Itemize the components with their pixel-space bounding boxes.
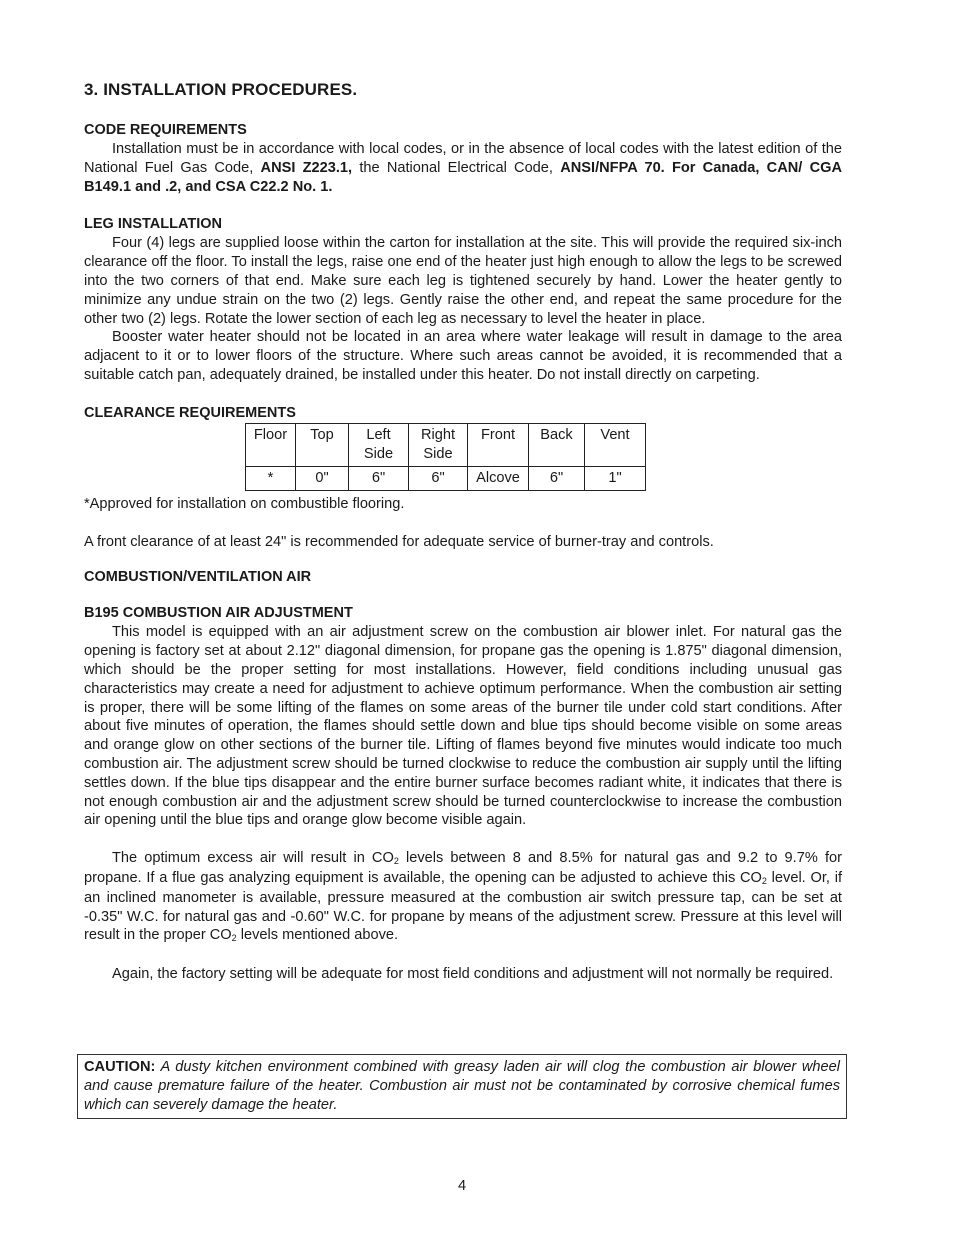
code-bold-1: ANSI Z223.1, [260, 159, 353, 176]
clearance-requirements-heading: CLEARANCE REQUIREMENTS [84, 404, 296, 421]
code-requirements-heading: CODE REQUIREMENTS [84, 122, 247, 138]
co2-subscript: 2 [231, 933, 237, 944]
caution-box [77, 1054, 847, 1119]
clearance-col-floor: Floor [246, 423, 296, 466]
b195-paragraph-3: Again, the factory setting will be adequate for most field conditions and adjustment will not normally be required. [112, 966, 834, 983]
clearance-value-vent: 1" [585, 466, 646, 490]
clearance-value-floor: * [246, 466, 296, 490]
caution-body: A dusty kitchen environment combined with greasy laden air will clog the combustion air blower wheel and cause premature failure of the heater. Combustion air must not be contaminated by corrosive chemical fumes which can severely damage the heater. [84, 1059, 840, 1113]
combustion-ventilation-heading: COMBUSTION/VENTILATION AIR [84, 569, 312, 586]
leg-installation-paragraph-1: Four (4) legs are supplied loose within the carton for installation at the site. This will provide the required six-inch clearance off the floor. To install the legs, raise one end of the heater just high enough to allow the legs to be screwed into the two corners of that end. Make sure each leg is tightened securely by hand. Lower the heater gently to minimize any undue strain on the two (2) legs. Gently raise the other end, and repeat the same procedure for the other two (2) legs. Rotate the lower section of each leg as necessary to level the heater in place. [84, 235, 842, 327]
code-bold-2: ANSI/NFPA 70. For Canada, CAN/ CGA B149.1 and .2, and CSA C22.2 No. 1. [84, 159, 843, 195]
clearance-value-front: Alcove [468, 466, 529, 490]
b195-paragraph-1: This model is equipped with an air adjustment screw on the combustion air blower inlet. For natural gas the opening is factory set at about 2.12" diagonal dimension, for propane gas the opening is 1.875" diagonal dimension, which should be the proper setting for most installations. However, field conditions including unusual gas characteristics may create a need for adjustment to achieve optimum performance. When the combustion air setting is proper, there will be some lifting of the flames on some areas of the burner tile under cold start conditions. After about five minutes of operation, the flames should settle down and blue tips should become visible on some areas and orange glow on other sections of the burner tile. Lifting of flames beyond five minutes would indicate too much combustion air. The adjustment screw should be turned clockwise to reduce the combustion air supply until the lifting settles down. If the blue tips disappear and the entire burner surface becomes radiant white, it indicates that there is not enough combustion air and the adjustment screw should be turned counterclockwise to increase the combustion air opening until the blue tips and orange glow become visible again. [84, 624, 842, 829]
clearance-value-left-side: 6" [349, 466, 409, 490]
code-requirements-text [84, 140, 842, 196]
b195-adjustment-heading: B195 COMBUSTION AIR ADJUSTMENT [84, 605, 353, 622]
section-title: 3. INSTALLATION PROCEDURES. [84, 80, 358, 99]
clearance-col-top: Top [296, 423, 349, 466]
page-number: 4 [457, 1178, 467, 1194]
clearance-value-top: 0" [296, 466, 349, 490]
clearance-table [245, 423, 646, 491]
clearance-col-back: Back [529, 423, 585, 466]
front-clearance-note: A front clearance of at least 24" is recommended for adequate service of burner-tray and controls. [84, 533, 714, 550]
clearance-footnote: *Approved for installation on combustible flooring. [84, 495, 405, 512]
co2-subscript: 2 [761, 875, 767, 886]
clearance-col-front: Front [468, 423, 529, 466]
co2-subscript: 2 [393, 856, 399, 867]
clearance-col-right-side: Right Side [409, 423, 468, 466]
clearance-col-vent: Vent [585, 423, 646, 466]
clearance-value-right-side: 6" [409, 466, 468, 490]
leg-installation-paragraph-2: Booster water heater should not be located in an area where water leakage will result in damage to the area adjacent to it or to lower floors of the structure. Where such areas cannot be avoided, it is recommended that a suitable catch pan, adequately drained, be installed under this heater. Do not install directly on carpeting. [84, 329, 842, 383]
clearance-table-header-row [246, 423, 646, 466]
document-body [84, 80, 842, 984]
clearance-table-value-row [246, 466, 646, 490]
code-text-2: the National Electrical Code, [352, 159, 561, 176]
caution-label: CAUTION: [84, 1059, 156, 1075]
code-text-1: Installation must be in accordance with local codes, or in the absence of local codes with the latest edition of the National Fuel Gas Code, [84, 141, 842, 176]
b195-paragraph-2: The optimum excess air will result in $CO_2$ levels between 8 and 8.5% for natural gas and 9.2 to 9.7% for propane. If a flue gas analyzing equipment is available, the opening can be adjusted to achieve this $CO_2$ level. Or, if an inclined manometer is available, pressure measured at the combustion air switch pressure tap, can be set at -0.35" W.C. for natural gas and -0.60" W.C. for propane by means of the adjustment screw. Pressure at this level will result in the proper $CO_2$ levels mentioned above. [84, 850, 842, 944]
leg-installation-heading: LEG INSTALLATION [84, 216, 223, 233]
clearance-col-left-side: Left Side [349, 423, 409, 466]
caution-text [84, 1058, 840, 1114]
clearance-value-back: 6" [529, 466, 585, 490]
